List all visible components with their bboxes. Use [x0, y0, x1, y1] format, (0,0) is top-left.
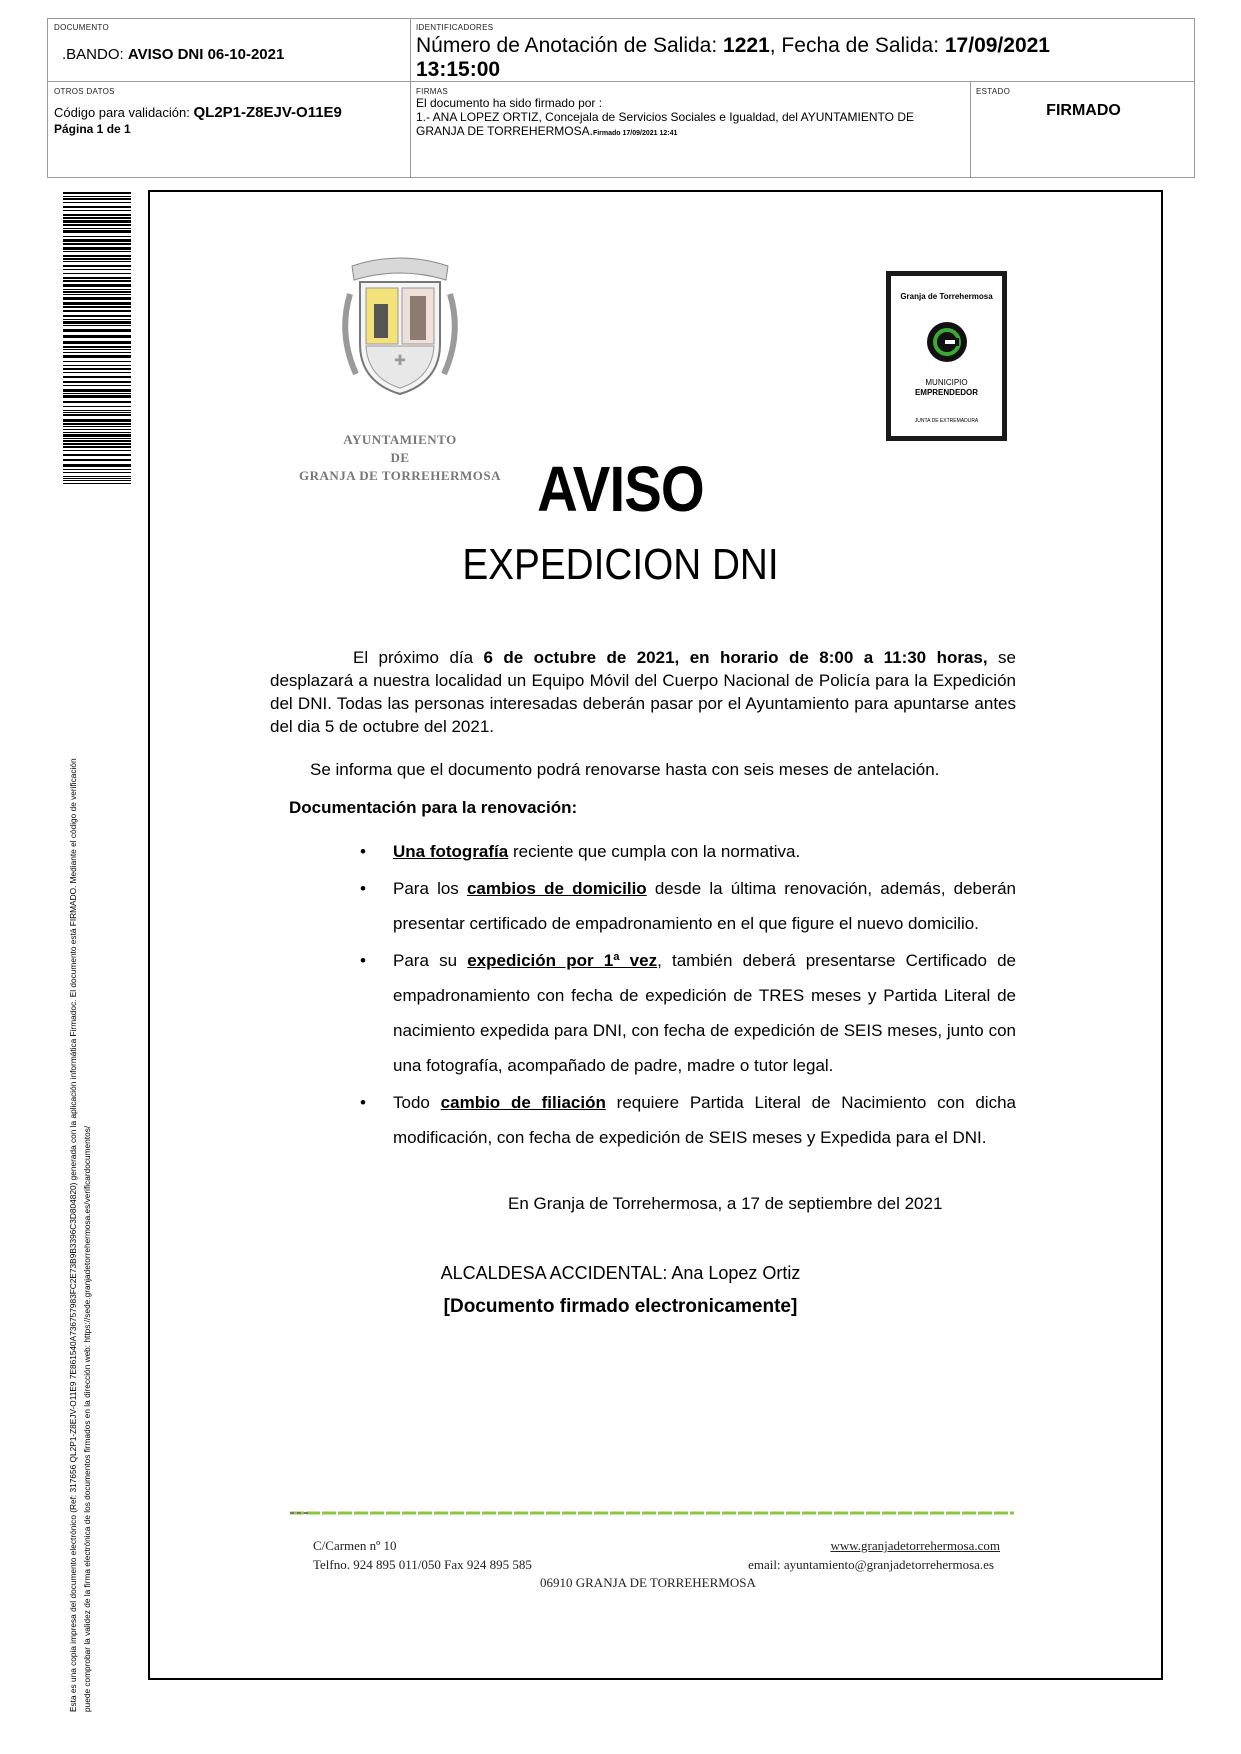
badge-line-2: EMPRENDEDOR	[914, 388, 979, 397]
footer-rule	[290, 1510, 1014, 1516]
footer-web-link[interactable]: www.granjadetorrehermosa.com	[830, 1538, 1000, 1553]
badge-line-1: MUNICIPIO	[925, 378, 968, 387]
footer-city: 06910 GRANJA DE TORREHERMOSA	[540, 1575, 756, 1590]
document-prefix: .BANDO:	[62, 46, 128, 63]
footer-address: C/Carmen nº 10	[313, 1538, 397, 1553]
intro-paragraph: El próximo día 6 de octubre de 2021, en horario de 8:00 a 11:30 horas, se desplazará a nuestra localidad un Equipo Móvil del Cuerpo Nacional de Policía para la Expedición del DNI. Todas las personas interesadas deberán pasar por el Ayuntamiento para apuntarse antes del dia 5 de octubre del 2021.	[270, 648, 1016, 736]
fecha-salida: 17/09/2021	[944, 34, 1050, 57]
signer-line: ALCALDESA ACCIDENTAL: Ana Lopez Ortiz	[440, 1263, 801, 1283]
codigo-value: QL2P1-Z8EJV-O11E9	[193, 104, 342, 121]
otros-datos-label: OTROS DATOS	[54, 87, 115, 96]
firmas-cell	[416, 87, 966, 141]
list-item: • Una fotografía reciente que cumpla con la normativa.	[355, 834, 1016, 869]
fecha-label: , Fecha de Salida:	[769, 34, 945, 57]
list-item: • Todo cambio de filiación requiere Partida Literal de Nacimiento con dicha modificación, con fecha de expedición de SEIS meses y Expedida para el DNI.	[355, 1085, 1016, 1155]
power-icon	[925, 320, 969, 364]
notice-title: AVISO	[537, 453, 704, 525]
firmas-line-1: El documento ha sido firmado por :	[416, 96, 603, 110]
renewal-info-paragraph: Se informa que el documento podrá renovarse hasta con seis meses de antelación.	[310, 760, 940, 779]
crest-line-1: AYUNTAMIENTO	[343, 432, 457, 447]
bullet: •	[360, 951, 366, 970]
hora-salida: 13:15:00	[416, 58, 501, 81]
footer-email[interactable]: email: ayuntamiento@granjadetorrehermosa.es	[748, 1557, 994, 1572]
firmas-label: FIRMAS	[416, 87, 449, 96]
firmas-line-2: 1.- ANA LOPEZ ORTIZ, Concejala de Servicios Sociales e Igualdad, del AYUNTAMIENTO DE	[416, 110, 914, 124]
barcode-image	[63, 192, 131, 484]
crest-line-2: DE	[390, 450, 410, 465]
anotacion-number: 1221	[723, 34, 770, 57]
document-label: DOCUMENTO	[54, 23, 109, 32]
signed-electronically: [Documento firmado electronicamente]	[443, 1296, 798, 1317]
otros-datos-cell	[54, 87, 404, 136]
anotacion-label: Número de Anotación de Salida:	[416, 34, 724, 57]
verification-side-text	[66, 502, 106, 1712]
crest-line-3: GRANJA DE TORREHERMOSA	[299, 468, 501, 483]
estado-cell	[976, 87, 1191, 120]
list-item: • Para los cambios de domicilio desde la última renovación, además, deberán presentar certificado de empadronamiento en el que figure el nuevo domicilio.	[355, 871, 1016, 941]
bullet: •	[360, 1093, 366, 1112]
svg-text:✚: ✚	[394, 354, 406, 369]
pagina-text: Página 1 de 1	[54, 122, 131, 136]
document-header	[47, 18, 1195, 178]
notice-subtitle: EXPEDICION DNI	[462, 540, 779, 589]
requirements-list	[355, 834, 1016, 1157]
firmas-line-3: GRANJA DE TORREHERMOSA.	[416, 124, 593, 138]
estado-value: FIRMADO	[1046, 102, 1121, 119]
place-date: En Granja de Torrehermosa, a 17 de septiembre del 2021	[508, 1194, 943, 1213]
documentation-heading: Documentación para la renovación:	[289, 798, 578, 817]
firmas-stamp: Firmado 17/09/2021 12:41	[592, 130, 678, 137]
identificadores-label: IDENTIFICADORES	[416, 23, 494, 32]
bullet: •	[360, 842, 366, 861]
verification-line-2: puede comprobar la validez de la firma electrónica de los documentos firmados en la dirección web: https://sede.granjadetorrehermosa.es/verificardocumentos/	[82, 1125, 92, 1712]
list-item: • Para su expedición por 1ª vez, también deberá presentarse Certificado de empadronamiento con fecha de expedición de TRES meses y Partida Literal de nacimiento expedida para DNI, con fecha de expedición de SEIS meses, junto con una fotografía, acompañado de padre, madre o tutor legal.	[355, 943, 1016, 1083]
date-time-bold: 6 de octubre de 2021, en horario de 8:00 a 11:30 horas,	[483, 648, 988, 667]
letterhead-footer	[290, 1510, 1014, 1600]
badge-bottom-text: JUNTA DE EXTREMADURA	[914, 418, 979, 424]
codigo-label: Código para validación:	[54, 105, 194, 120]
bullet: •	[360, 879, 366, 898]
identificadores-cell	[416, 23, 1191, 82]
municipio-emprendedor-badge	[886, 271, 1007, 441]
document-value: AVISO DNI 06-10-2021	[127, 46, 285, 63]
footer-phone: Telfno. 924 895 011/050 Fax 924 895 585	[313, 1557, 532, 1572]
badge-top-text: Granja de Torrehermosa	[900, 292, 993, 301]
verification-line-1: Esta es una copia impresa del documento electrónico (Ref: 317656 QL2P1-Z8EJV-O11E9 7E861540A736757983FC2E73B9B3396C3D804820) generada con la aplicación informática Firmadoc. El documento está FIRMADO. Mediante el código de verificación	[68, 758, 78, 1712]
estado-label: ESTADO	[976, 87, 1011, 96]
document-cell	[54, 23, 404, 63]
town-crest-logo	[290, 254, 510, 434]
